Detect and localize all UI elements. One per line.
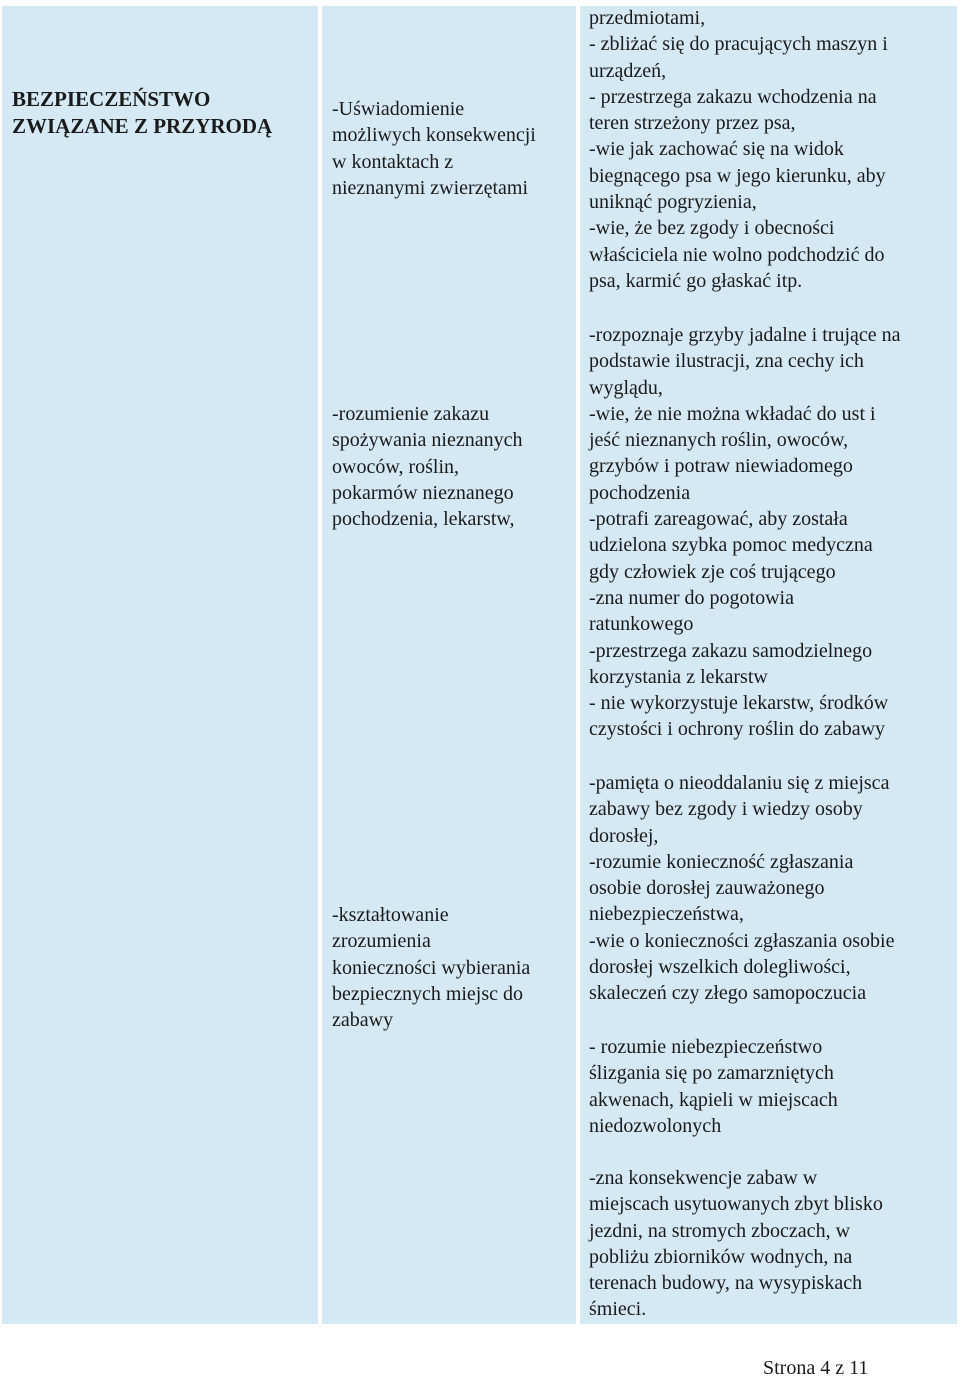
goal-unknown-food: -rozumienie zakazu spożywania nieznanych owoców, roślin, pokarmów nieznanego pochodzenia, lekarstw, — [332, 403, 523, 531]
outcome-dangerous-places: -zna konsekwencje zabaw w miejscach usytuowanych zbyt blisko jezdni, na stromych zboczach, w pobliżu zbiorników wodnych, na terenach budowy, na wysypiskach śmieci. — [589, 1167, 883, 1321]
page-number: Strona 4 z 11 — [763, 1357, 869, 1379]
outcome-adult-supervision: -pamięta o nieoddalaniu się z miejsca zabawy bez zgody i wiedzy osoby dorosłej, -rozumie konieczność zgłaszania osobie dorosłej zauważonego niebezpieczeństwa, -wie o konieczności zgłaszania osobie dorosłej wszelkich dolegliwości, skaleczeń czy złego samopoczucia — [589, 772, 895, 1005]
goal-animals: -Uświadomienie możliwych konsekwencji w kontaktach z nieznanymi zwierzętami — [332, 98, 536, 199]
category-column — [2, 6, 318, 1324]
outcome-frozen-water: - rozumie niebezpieczeństwo ślizgania się po zamarzniętych akwenach, kąpieli w miejscach niedozwolonych — [589, 1036, 838, 1137]
goal-safe-play-places: -kształtowanie zrozumienia konieczności wybierania bezpiecznych miejsc do zabawy — [332, 904, 531, 1032]
goals-column — [322, 6, 576, 1324]
category-title: BEZPIECZEŃSTWO ZWIĄZANE Z PRZYRODĄ — [12, 87, 273, 138]
outcome-unknown-food: -rozpoznaje grzyby jadalne i trujące na podstawie ilustracji, zna cechy ich wyglądu, -wie, że nie można wkładać do ust i jeść nieznanych roślin, owoców, grzybów i potraw niewiadomego pochodzenia -potrafi zareagować, aby została udzielona szybka pomoc medyczna gdy człowiek zje coś trującego -zna numer do pogotowia ratunkowego -przestrzega zakazu samodzielnego korzystania z lekarstw - nie wykorzystuje lekarstw, środków czystości i ochrony roślin do zabawy — [589, 324, 901, 741]
outcome-animals: przedmiotami, - zbliżać się do pracujących maszyn i urządzeń, - przestrzega zakazu wchodzenia na teren strzeżony przez psa, -wie jak zachować się na widok biegnącego psa w jego kierunku, aby uniknąć pogryzienia, -wie, że bez zgody i obecności właściciela nie wolno podchodzić do psa, karmić go głaskać itp. — [589, 7, 888, 292]
